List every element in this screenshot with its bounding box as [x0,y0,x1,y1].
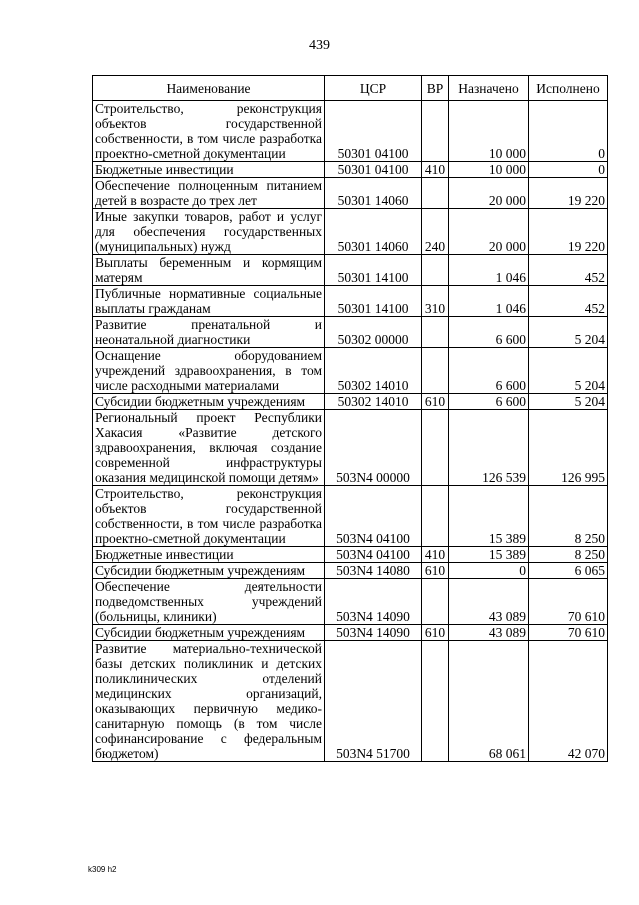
row-name: Бюджетные инвестиции [93,547,325,563]
row-assigned: 1 046 [449,255,529,286]
row-csr: 50302 14010 [325,394,422,410]
row-executed: 5 204 [529,317,608,348]
column-header-vr: ВР [422,76,449,101]
row-executed: 0 [529,162,608,178]
budget-table [92,75,608,762]
row-csr: 503N4 14090 [325,625,422,641]
row-executed: 6 065 [529,563,608,579]
table-row [93,255,608,286]
row-name: Обеспечение полноценным питанием детей в возрасте до трех лет [93,178,325,209]
row-name: Субсидии бюджетным учреждениям [93,394,325,410]
column-header-name: Наименование [93,76,325,101]
row-executed: 8 250 [529,547,608,563]
row-name: Оснащение оборудованием учреждений здравоохранения, в том числе расходными материалами [93,348,325,394]
table-row [93,641,608,762]
row-assigned: 68 061 [449,641,529,762]
row-executed: 70 610 [529,579,608,625]
table-row [93,394,608,410]
row-assigned: 15 389 [449,486,529,547]
row-executed: 452 [529,255,608,286]
row-csr: 503N4 51700 [325,641,422,762]
row-csr: 50301 14060 [325,178,422,209]
row-csr: 503N4 14090 [325,579,422,625]
row-executed: 126 995 [529,410,608,486]
row-executed: 19 220 [529,209,608,255]
table-row [93,547,608,563]
table-row [93,625,608,641]
row-csr: 50301 04100 [325,101,422,162]
row-csr: 50301 14100 [325,255,422,286]
table-row [93,317,608,348]
table-row [93,209,608,255]
row-vr [422,579,449,625]
footer-code: k309 h2 [88,865,117,874]
row-vr: 610 [422,625,449,641]
row-name: Строительство, реконструкция объектов государственной собственности, в том числе разработка проектно-сметной документации [93,101,325,162]
row-vr: 610 [422,394,449,410]
row-vr [422,410,449,486]
table-row [93,579,608,625]
table-body [93,101,608,762]
row-vr [422,255,449,286]
row-executed: 70 610 [529,625,608,641]
row-executed: 8 250 [529,486,608,547]
row-assigned: 43 089 [449,579,529,625]
row-name: Региональный проект Республики Хакасия «Развитие детского здравоохранения, включая создание современной инфраструктуры оказания медицинской помощи детям» [93,410,325,486]
table-row [93,162,608,178]
row-csr: 50301 14100 [325,286,422,317]
row-vr: 310 [422,286,449,317]
row-vr [422,178,449,209]
row-assigned: 0 [449,563,529,579]
table-row [93,101,608,162]
row-assigned: 43 089 [449,625,529,641]
row-name: Бюджетные инвестиции [93,162,325,178]
row-assigned: 6 600 [449,317,529,348]
row-csr: 503N4 14080 [325,563,422,579]
row-executed: 5 204 [529,348,608,394]
row-name: Субсидии бюджетным учреждениям [93,563,325,579]
row-name: Выплаты беременным и кормящим матерям [93,255,325,286]
row-name: Иные закупки товаров, работ и услуг для обеспечения государственных (муниципальных) нужд [93,209,325,255]
table-row [93,286,608,317]
row-assigned: 10 000 [449,101,529,162]
column-header-assigned: Назначено [449,76,529,101]
row-csr: 50301 14060 [325,209,422,255]
row-name: Развитие материально-технической базы детских поликлиник и детских поликлинических отделений медицинских организаций, оказывающих первичную медико-санитарную помощь (в том числе софинансирование с федеральным бюджетом) [93,641,325,762]
row-csr: 50302 00000 [325,317,422,348]
column-header-executed: Исполнено [529,76,608,101]
table-row [93,563,608,579]
table-row [93,410,608,486]
row-csr: 50301 04100 [325,162,422,178]
row-name: Строительство, реконструкция объектов государственной собственности, в том числе разработка проектно-сметной документации [93,486,325,547]
row-vr [422,348,449,394]
table-row [93,178,608,209]
row-name: Публичные нормативные социальные выплаты гражданам [93,286,325,317]
row-vr [422,317,449,348]
table-row [93,348,608,394]
row-executed: 42 070 [529,641,608,762]
page-number: 439 [309,38,330,53]
row-csr: 503N4 04100 [325,547,422,563]
row-executed: 19 220 [529,178,608,209]
row-assigned: 6 600 [449,348,529,394]
row-assigned: 20 000 [449,209,529,255]
row-csr: 503N4 00000 [325,410,422,486]
table-header-row [93,76,608,101]
row-assigned: 126 539 [449,410,529,486]
table-row [93,486,608,547]
row-assigned: 15 389 [449,547,529,563]
row-name: Развитие пренатальной и неонатальной диагностики [93,317,325,348]
row-assigned: 20 000 [449,178,529,209]
row-assigned: 1 046 [449,286,529,317]
row-vr: 610 [422,563,449,579]
row-executed: 0 [529,101,608,162]
row-name: Субсидии бюджетным учреждениям [93,625,325,641]
row-name: Обеспечение деятельности подведомственных учреждений (больницы, клиники) [93,579,325,625]
row-vr [422,486,449,547]
row-vr [422,641,449,762]
column-header-csr: ЦСР [325,76,422,101]
row-vr: 410 [422,547,449,563]
row-executed: 452 [529,286,608,317]
row-assigned: 6 600 [449,394,529,410]
row-vr: 410 [422,162,449,178]
row-vr: 240 [422,209,449,255]
row-executed: 5 204 [529,394,608,410]
row-vr [422,101,449,162]
row-csr: 50302 14010 [325,348,422,394]
row-csr: 503N4 04100 [325,486,422,547]
row-assigned: 10 000 [449,162,529,178]
